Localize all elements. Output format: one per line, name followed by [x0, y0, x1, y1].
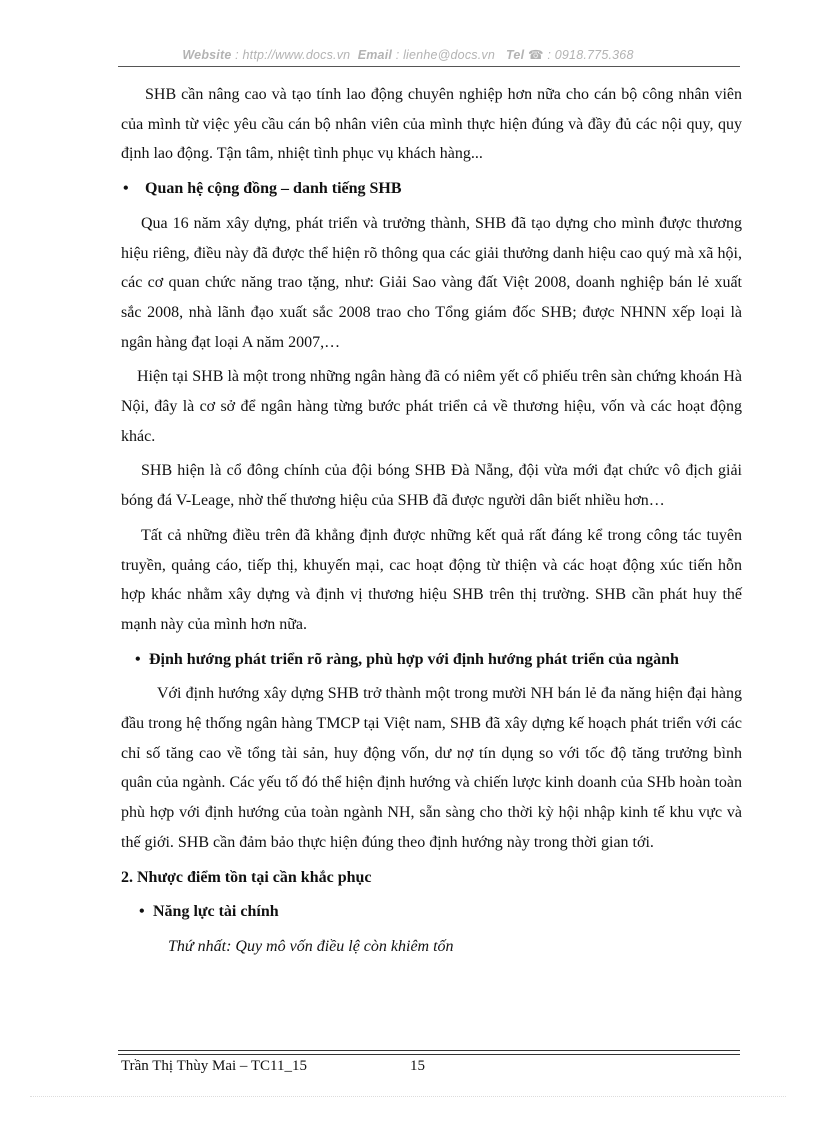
bullet-icon: •	[123, 180, 129, 198]
paragraph-3: Hiện tại SHB là một trong những ngân hàng đã có niêm yết cổ phiếu trên sàn chứng khoán Hà Nội, đây là cơ sở để ngân hàng từng bước phát triển cả về thương hiệu, vốn và các hoạt động khác.	[121, 368, 742, 445]
bullet-icon: •	[135, 650, 141, 668]
phone-icon: ☎	[527, 48, 544, 62]
website-value: : http://www.docs.vn	[231, 48, 351, 62]
footer-author: Trần Thị Thùy Mai – TC11_15	[121, 1058, 307, 1074]
heading-weaknesses: 2. Nhược điểm tồn tại cần khắc phục	[121, 868, 372, 886]
header-rule	[118, 66, 740, 67]
heading-development-direction	[121, 645, 742, 675]
heading-text: Định hướng phát triển rõ ràng, phù hợp với định hướng phát triển của ngành	[149, 650, 679, 668]
page-header	[0, 47, 816, 62]
footer-rule	[118, 1050, 740, 1055]
bullet-icon: •	[139, 903, 145, 921]
paragraph-1: SHB cần nâng cao và tạo tính lao động chuyên nghiệp hơn nữa cho cán bộ công nhân viên của mình từ việc yêu cầu cán bộ nhân viên của mình thực hiện đúng và đầy đủ các nội quy, quy định lao động. Tận tâm, nhiệt tình phục vụ khách hàng...	[121, 86, 742, 163]
document-body	[121, 80, 742, 962]
email-label: Email	[357, 48, 393, 62]
tel-value: : 0918.775.368	[543, 48, 634, 62]
heading-text: Năng lực tài chính	[153, 903, 279, 921]
paragraph-5: Tất cả những điều trên đã khẳng định được những kết quả rất đáng kể trong công tác tuyên truyền, quảng cáo, tiếp thị, khuyến mại, cac hoạt động từ thiện và các hoạt động xúc tiến hỗn hợp khác nhằm xây dựng và định vị thương hiệu SHB trên thị trường. SHB cần phát huy thế mạnh này của mình hơn nữa.	[121, 526, 742, 633]
paragraph-6: Với định hướng xây dựng SHB trở thành một trong mười NH bán lẻ đa năng hiện đại hàng đầu trong hệ thống ngân hàng TMCP tại Việt nam, SHB đã xây dựng kế hoạch phát triển với các chỉ số tăng cao về tổng tài sản, huy động vốn, dư nợ tín dụng so với tốc độ tăng trưởng bình quân của ngành. Các yếu tố đó thể hiện định hướng và chiến lược kinh doanh của SHb hoàn toàn phù hợp với định hướng của toàn ngành NH, sẵn sàng cho thời kỳ hội nhập kinh tế khu vực và thế giới. SHB cần đảm bảo thực hiện đúng theo định hướng này trong thời gian tới.	[121, 685, 742, 851]
page-footer	[121, 1058, 425, 1075]
page-number: 15	[410, 1058, 425, 1074]
heading-community-relations	[121, 174, 742, 204]
heading-text: Quan hệ cộng đồng – danh tiếng SHB	[145, 180, 402, 198]
page-edge-divider	[30, 1096, 786, 1097]
paragraph-7: Thứ nhất: Quy mô vốn điều lệ còn khiêm tốn	[168, 937, 454, 955]
website-label: Website	[182, 48, 232, 62]
paragraph-2: Qua 16 năm xây dựng, phát triển và trưởng thành, SHB đã tạo dựng cho mình được thương hiệu riêng, điều này đã được thể hiện rõ thông qua các giải thưởng danh hiệu cao quý mà xã hội, các cơ quan chức năng trao tặng, như: Giải Sao vàng đất Việt 2008, doanh nghiệp bán lẻ xuất sắc 2008, nhà lãnh đạo xuất sắc 2008 trao cho Tổng giám đốc SHB; được NHNN xếp loại là ngân hàng đạt loại A năm 2007,…	[121, 214, 742, 351]
email-value: : lienhe@docs.vn	[392, 48, 496, 62]
heading-financial-capacity	[121, 897, 742, 927]
tel-label: Tel	[506, 48, 525, 62]
paragraph-4: SHB hiện là cổ đông chính của đội bóng SHB Đà Nẵng, đội vừa mới đạt chức vô địch giải bóng đá V-Leage, nhờ thế thương hiệu của SHB đã được người dân biết nhiều hơn…	[121, 462, 742, 510]
